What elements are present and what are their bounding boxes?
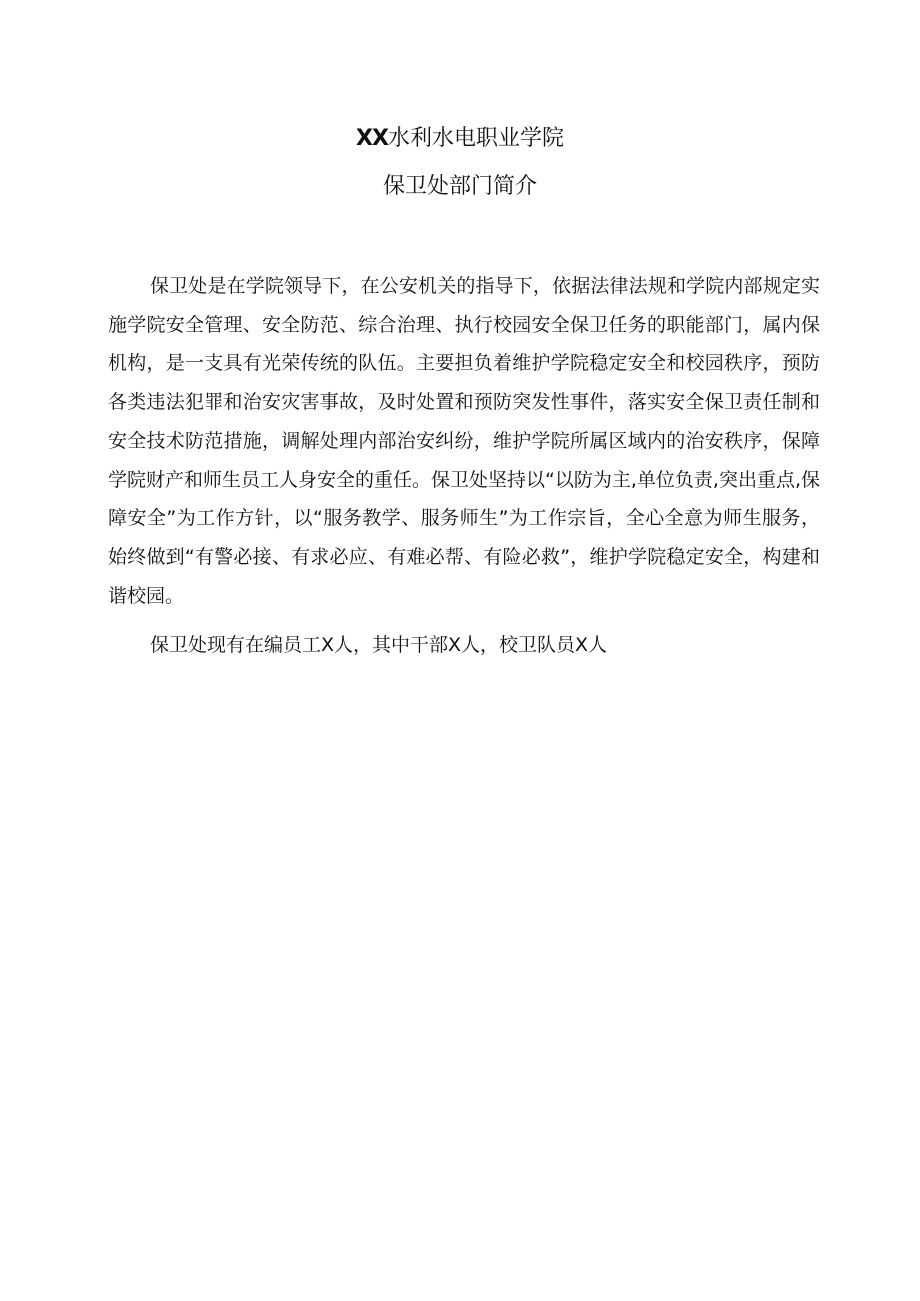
body-text [108,267,820,665]
title-prefix: XX [356,126,388,151]
title-main: 水利水电职业学院 [387,126,564,151]
paragraph-introduction: 保卫处是在学院领导下，在公安机关的指导下，依据法律法规和学院内部规定实施学院安全管理、安全防范、综合治理、执行校园安全保卫任务的职能部门，属内保机构，是一支具有光荣传统的队伍。主要担负着维护学院稳定安全和校园秩序，预防各类违法犯罪和治安灾害事故，及时处置和预防突发性事件，落实安全保卫责任制和安全技术防范措施，调解处理内部治安纠纷，维护学院所属区域内的治安秩序，保障学院财产和师生员工人身安全的重任。保卫处坚持以“以防为主,单位负责,突出重点,保障安全”为工作方针，以“服务教学、服务师生”为工作宗旨，全心全意为师生服务，始终做到“有警必接、有求必应、有难必帮、有险必救”，维护学院稳定安全，构建和谐校园。 [108,275,820,607]
document-subtitle: 保卫处部门简介 [382,174,537,199]
title-block [0,128,920,198]
document-title [0,128,920,150]
paragraph-staffing: 保卫处现有在编员工X人，其中干部X人，校卫队员X人 [150,634,608,657]
